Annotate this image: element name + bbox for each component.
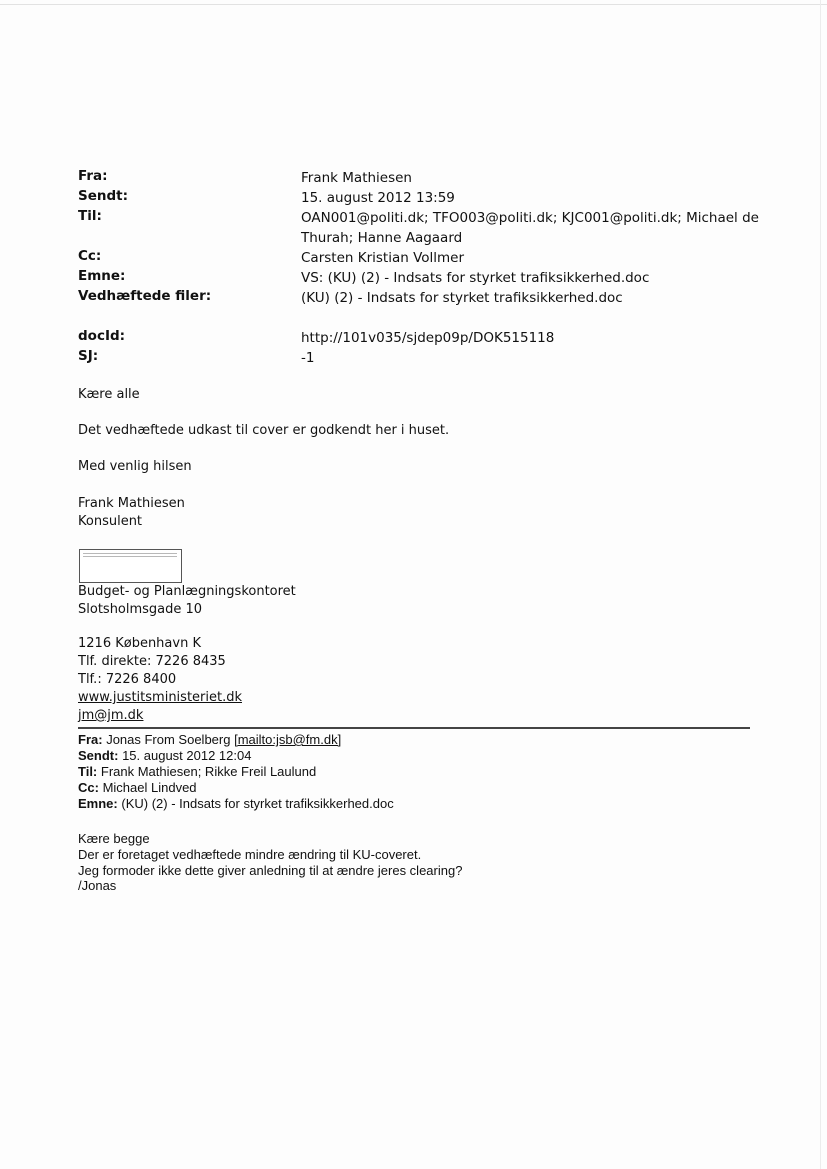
forwarded-header <box>78 732 394 812</box>
phone-direct: Tlf. direkte: 7226 8435 <box>78 654 226 669</box>
phone-main: Tlf.: 7226 8400 <box>78 672 177 687</box>
sj-label: SJ: <box>78 348 99 364</box>
to-value: OAN001@politi.dk; TFO003@politi.dk; KJC001@politi.dk; Michael de Thurah; Hanne Aagaard <box>301 210 759 246</box>
fwd-body-line: Der er foretaget vedhæftede mindre ændring til KU-coveret. <box>78 846 422 862</box>
sent-row <box>78 188 758 208</box>
cc-row <box>78 248 758 268</box>
scan-edge-right <box>820 0 821 1169</box>
fwd-body-line: Kære begge <box>78 831 150 846</box>
attachments-row <box>78 288 758 308</box>
fwd-subject-row <box>78 796 394 812</box>
greeting: Kære alle <box>78 387 140 402</box>
fwd-to-value: Frank Mathiesen; Rikke Freil Laulund <box>100 764 317 779</box>
docid-row <box>78 328 758 348</box>
attachments-value: (KU) (2) - Indsats for styrket trafiksikkerhed.doc <box>301 290 623 306</box>
fwd-to-label: Til: <box>78 764 98 779</box>
fwd-subject-label: Emne: <box>78 796 118 811</box>
website-link[interactable]: www.justitsministeriet.dk <box>78 690 242 705</box>
subject-value: VS: (KU) (2) - Indsats for styrket trafiksikkerhed.doc <box>301 270 650 286</box>
forward-divider <box>78 727 750 729</box>
sj-row <box>78 348 758 368</box>
sent-value: 15. august 2012 13:59 <box>301 190 455 206</box>
office-name: Budget- og Planlægningskontoret <box>78 584 296 599</box>
docid-value: http://101v035/sjdep09p/DOK515118 <box>301 330 555 346</box>
fwd-cc-label: Cc: <box>78 780 99 795</box>
from-row <box>78 168 758 188</box>
to-row <box>78 208 758 248</box>
attachments-label: Vedhæftede filer: <box>78 288 212 304</box>
subject-row <box>78 268 758 288</box>
subject-label: Emne: <box>78 268 126 284</box>
fwd-sent-label: Sendt: <box>78 748 119 763</box>
cc-label: Cc: <box>78 248 102 264</box>
sender-name: Frank Mathiesen <box>78 496 185 511</box>
from-label: Fra: <box>78 168 108 184</box>
fwd-subject-value: (KU) (2) - Indsats for styrket trafiksikkerhed.doc <box>121 796 394 811</box>
city-address: 1216 København K <box>78 636 201 651</box>
sent-label: Sendt: <box>78 188 129 204</box>
fwd-mailto-link[interactable]: [mailto:jsb@fm.dk] <box>234 732 342 747</box>
to-label: Til: <box>78 208 102 224</box>
from-value: Frank Mathiesen <box>301 170 412 186</box>
email-link[interactable]: jm@jm.dk <box>78 708 144 723</box>
website-link-wrap <box>78 689 242 707</box>
fwd-cc-row <box>78 780 394 796</box>
forwarded-body <box>78 831 462 894</box>
fwd-cc-value: Michael Lindved <box>102 780 197 795</box>
fwd-body-line: Jeg formoder ikke dette giver anledning til at ændre jeres clearing? <box>78 862 463 878</box>
fwd-sent-row <box>78 748 394 764</box>
fwd-from-row <box>78 732 394 748</box>
signature-image-placeholder <box>79 549 182 583</box>
fwd-from-value: Jonas From Soelberg <box>106 732 231 747</box>
fwd-to-row <box>78 764 394 780</box>
sender-title: Konsulent <box>78 514 143 529</box>
docid-label: docId: <box>78 328 126 344</box>
closing: Med venlig hilsen <box>78 459 192 474</box>
fwd-from-label: Fra: <box>78 732 103 747</box>
sj-value: -1 <box>301 350 315 366</box>
broken-image-text <box>83 553 177 559</box>
fwd-sent-value: 15. august 2012 12:04 <box>122 748 252 763</box>
cc-value: Carsten Kristian Vollmer <box>301 250 465 266</box>
body-line: Det vedhæftede udkast til cover er godkendt her i huset. <box>78 423 450 438</box>
email-link-wrap <box>78 707 143 725</box>
street-address: Slotsholmsgade 10 <box>78 602 203 617</box>
fwd-body-line: /Jonas <box>78 878 117 894</box>
scan-edge-top <box>0 4 827 5</box>
